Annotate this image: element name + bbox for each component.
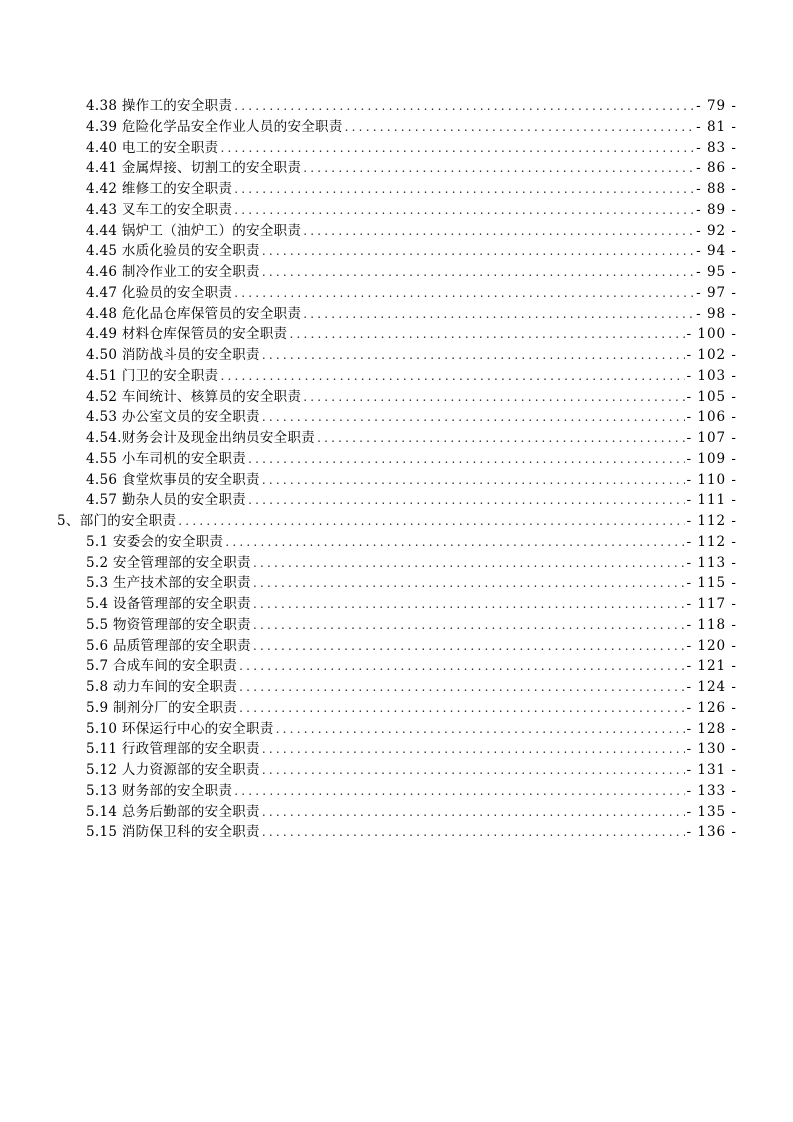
toc-entry-title: 4.48 危化品仓库保管员的安全职责 [86,305,302,322]
toc-entry-page-number: - 115 - [686,575,737,592]
toc-entry-title: 4.49 材料仓库保管员的安全职责 [86,326,288,343]
toc-dot-leader [345,117,694,138]
toc-entry[interactable] [0,719,793,740]
toc-dot-leader [253,615,685,636]
toc-entry[interactable] [0,760,793,781]
toc-entry[interactable] [0,449,793,470]
toc-entry-page-number: - 133 - [686,782,737,799]
toc-entry[interactable] [0,822,793,843]
toc-entry-title: 5.15 消防保卫科的安全职责 [86,824,260,841]
toc-entry-title: 4.53 办公室文员的安全职责 [86,409,260,426]
toc-entry[interactable] [0,262,793,283]
toc-entry-page-number: - 79 - [696,98,737,114]
toc-entry-page-number: - 118 - [686,616,737,633]
toc-entry-title: 5.6 品质管理部的安全职责 [86,637,251,654]
toc-entry-page-number: - 126 - [686,699,737,716]
toc-entry-page-number: - 130 - [686,741,737,758]
toc-dot-leader [303,304,694,325]
toc-entry[interactable] [0,304,793,325]
toc-entry-page-number: - 128 - [686,720,737,737]
toc-entry[interactable] [0,428,793,449]
toc-dot-leader [220,138,694,159]
toc-dot-leader [234,283,694,304]
toc-dot-leader [234,179,694,200]
toc-entry-page-number: - 102 - [686,347,737,363]
toc-entry-title: 4.45 水质化验员的安全职责 [86,243,260,260]
toc-entry-title: 4.55 小车司机的安全职责 [86,450,247,467]
toc-entry-title: 5.13 财务部的安全职责 [86,782,233,799]
toc-entry-page-number: - 98 - [696,305,737,322]
toc-dot-leader [303,221,694,242]
toc-entry-title: 5.8 动力车间的安全职责 [86,679,238,695]
toc-entry[interactable] [0,407,793,428]
toc-entry[interactable] [0,241,793,262]
toc-dot-leader [262,262,694,283]
toc-entry-title: 4.40 电工的安全职责 [86,139,219,156]
toc-entry-page-number: - 121 - [686,658,737,675]
toc-dot-leader [262,470,685,491]
table-of-contents [0,96,793,843]
toc-entry[interactable] [0,283,793,304]
toc-dot-leader [262,345,685,366]
toc-dot-leader [262,241,694,262]
toc-entry-title: 4.43 叉车工的安全职责 [86,201,233,218]
toc-dot-leader [289,324,684,345]
toc-entry-title: 5.3 生产技术部的安全职责 [86,575,251,592]
toc-entry-title: 5.7 合成车间的安全职责 [86,658,238,675]
toc-entry-title: 5.2 安全管理部的安全职责 [86,554,251,571]
toc-entry[interactable] [0,781,793,802]
toc-dot-leader [276,719,685,740]
toc-entry-title: 4.46 制冷作业工的安全职责 [86,264,260,280]
toc-entry-title: 4.41 金属焊接、切割工的安全职责 [86,160,302,177]
toc-entry-title: 4.57 勤杂人员的安全职责 [86,492,247,509]
toc-entry[interactable] [0,179,793,200]
toc-dot-leader [178,511,684,532]
toc-entry-title: 4.51 门卫的安全职责 [86,367,219,384]
toc-dot-leader [253,594,685,615]
toc-entry[interactable] [0,200,793,221]
toc-entry-title: 4.56 食堂炊事员的安全职责 [86,471,260,488]
toc-section-entry[interactable] [0,511,793,532]
toc-entry[interactable] [0,96,793,117]
toc-dot-leader [225,532,684,553]
toc-entry-page-number: - 111 - [686,492,737,509]
toc-entry-page-number: - 113 - [686,554,737,571]
toc-dot-leader [253,553,685,574]
toc-dot-leader [248,490,684,511]
toc-entry-page-number: - 110 - [686,471,737,488]
toc-entry-title: 5.14 总务后勤部的安全职责 [86,803,260,820]
toc-entry-page-number: - 112 - [686,533,737,550]
toc-entry[interactable] [0,656,793,677]
toc-entry-title: 4.39 危险化学品安全作业人员的安全职责 [86,118,343,135]
toc-entry[interactable] [0,802,793,823]
toc-entry[interactable] [0,594,793,615]
toc-entry-page-number: - 86 - [696,160,737,177]
toc-entry[interactable] [0,532,793,553]
toc-entry-title: 5.9 制剂分厂的安全职责 [86,699,238,716]
toc-entry-page-number: - 97 - [696,284,737,301]
toc-entry-title: 4.44 锅炉工（油炉工）的安全职责 [86,222,302,239]
toc-entry-page-number: - 131 - [686,762,737,778]
toc-dot-leader [239,698,684,719]
toc-dot-leader [262,822,685,843]
toc-dot-leader [303,387,684,408]
toc-entry-title: 5.11 行政管理部的安全职责 [86,741,260,758]
toc-entry[interactable] [0,387,793,408]
toc-entry-page-number: - 120 - [686,637,737,654]
toc-entry[interactable] [0,470,793,491]
toc-entry[interactable] [0,324,793,345]
toc-entry-title: 4.50 消防战斗员的安全职责 [86,347,260,363]
toc-entry-page-number: - 88 - [696,181,737,197]
toc-dot-leader [234,200,694,221]
toc-entry-title: 5.5 物资管理部的安全职责 [86,616,251,633]
toc-entry[interactable] [0,138,793,159]
toc-entry[interactable] [0,345,793,366]
toc-entry-title: 4.42 维修工的安全职责 [86,181,233,197]
toc-entry-page-number: - 81 - [696,118,737,135]
toc-entry[interactable] [0,117,793,138]
toc-entry-title: 5.12 人力资源部的安全职责 [86,762,260,778]
toc-entry[interactable] [0,615,793,636]
toc-dot-leader [248,449,684,470]
toc-entry-title: 4.52 车间统计、核算员的安全职责 [86,388,302,405]
toc-entry-page-number: - 100 - [686,326,737,343]
toc-entry-title: 4.54.财务会计及现金出纳员安全职责 [86,430,316,446]
toc-entry-page-number: - 124 - [686,679,737,695]
toc-dot-leader [239,677,684,698]
toc-entry-page-number: - 135 - [686,803,737,820]
toc-entry[interactable] [0,490,793,511]
toc-entry[interactable] [0,573,793,594]
toc-entry-page-number: - 95 - [696,264,737,280]
toc-dot-leader [239,656,684,677]
toc-entry-title: 5.4 设备管理部的安全职责 [86,596,251,612]
toc-entry[interactable] [0,221,793,242]
toc-dot-leader [253,636,685,657]
toc-entry[interactable] [0,366,793,387]
toc-entry-page-number: - 107 - [686,430,737,446]
toc-entry-page-number: - 112 - [686,513,737,529]
toc-entry-title: 5.10 环保运行中心的安全职责 [86,720,274,737]
toc-entry[interactable] [0,553,793,574]
toc-entry[interactable] [0,739,793,760]
toc-entry-page-number: - 83 - [696,139,737,156]
toc-entry-page-number: - 103 - [686,367,737,384]
toc-dot-leader [234,781,684,802]
toc-entry-page-number: - 89 - [696,201,737,218]
toc-dot-leader [262,802,685,823]
toc-dot-leader [220,366,684,387]
toc-entry-page-number: - 105 - [686,388,737,405]
toc-dot-leader [303,158,694,179]
toc-entry-page-number: - 117 - [686,596,737,612]
toc-entry-title: 5、部门的安全职责 [57,513,177,529]
toc-entry[interactable] [0,158,793,179]
toc-entry-title: 5.1 安委会的安全职责 [86,533,224,550]
toc-entry[interactable] [0,698,793,719]
toc-entry-page-number: - 106 - [686,409,737,426]
toc-entry-page-number: - 92 - [696,222,737,239]
toc-entry-page-number: - 136 - [686,824,737,841]
toc-dot-leader [317,428,684,449]
toc-dot-leader [262,407,685,428]
toc-entry[interactable] [0,677,793,698]
toc-entry-title: 4.38 操作工的安全职责 [86,98,233,114]
toc-entry-page-number: - 94 - [696,243,737,260]
toc-entry-page-number: - 109 - [686,450,737,467]
toc-entry-title: 4.47 化验员的安全职责 [86,284,233,301]
toc-dot-leader [262,739,685,760]
toc-entry[interactable] [0,636,793,657]
toc-dot-leader [262,760,685,781]
toc-dot-leader [234,96,694,117]
toc-dot-leader [253,573,685,594]
